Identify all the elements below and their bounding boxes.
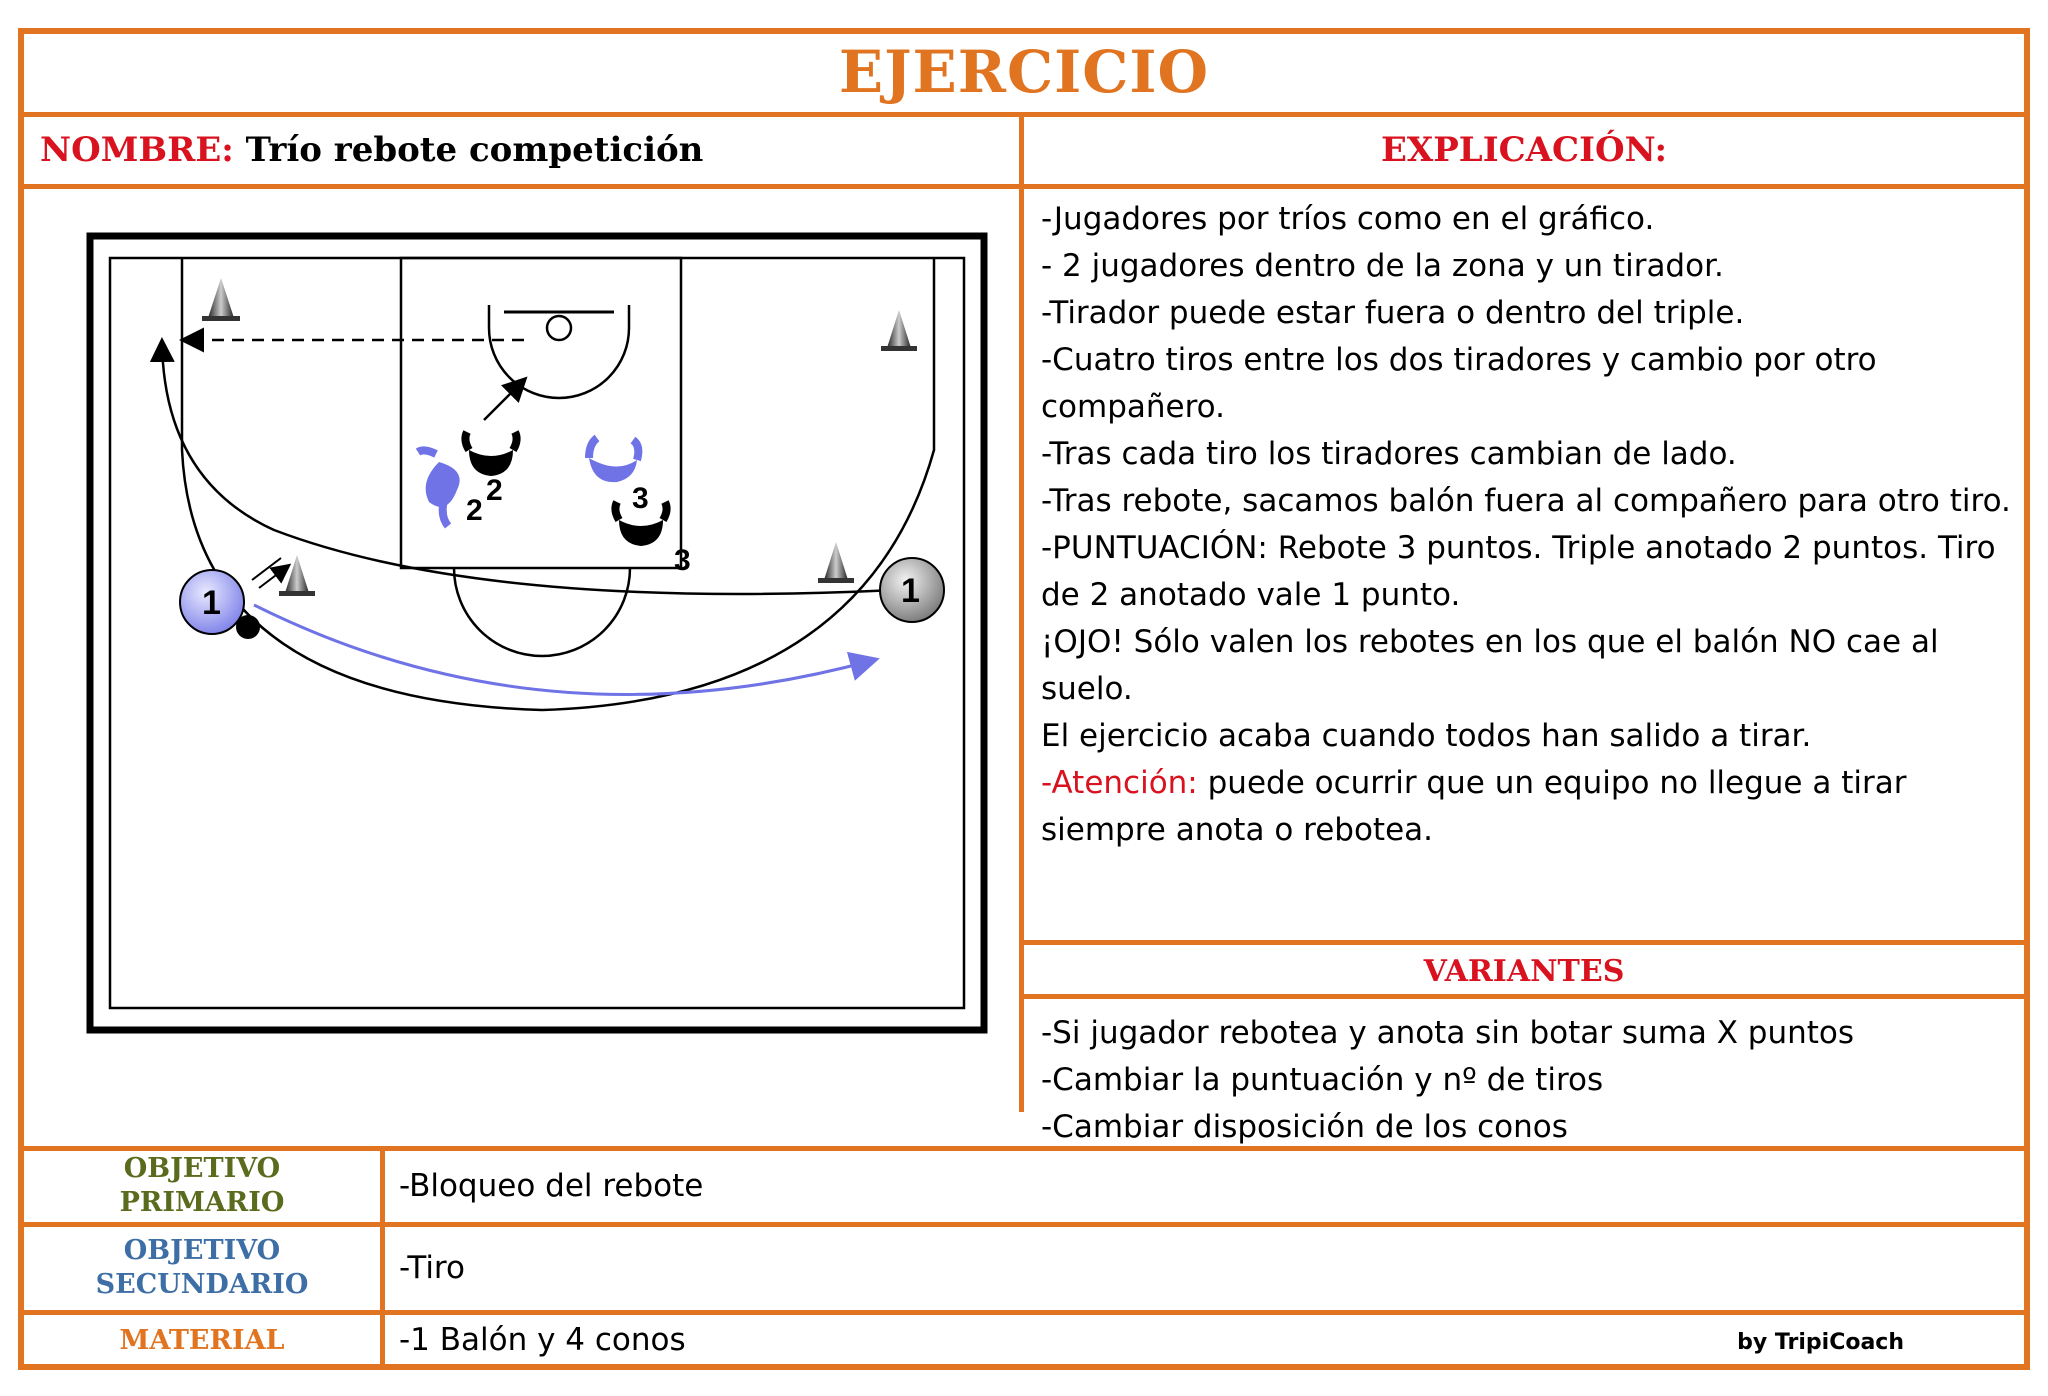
secondary-objective-label-line: SECUNDARIO	[95, 1269, 309, 1300]
variants-list	[1041, 1010, 2021, 1151]
shooter-right-number: 1	[901, 572, 920, 610]
explanation-line: -Tras cada tiro los tiradores cambian de lado.	[1041, 436, 1737, 472]
cone-icon	[818, 542, 854, 583]
card-title: EJERCICIO	[838, 38, 1210, 106]
variant-line: -Si jugador rebotea y anota sin botar suma X puntos	[1041, 1015, 1855, 1051]
divider	[1019, 994, 2024, 999]
black-defender-icon	[465, 432, 516, 476]
divider	[24, 184, 2024, 189]
primary-objective-value: -Bloqueo del rebote	[399, 1168, 704, 1204]
explanation-line: -PUNTUACIÓN: Rebote 3 puntos. Triple anotado 2 puntos. Tiro de 2 anotado vale 1 punto.	[1041, 530, 1996, 613]
explanation-line: - 2 jugadores dentro de la zona y un tirador.	[1041, 248, 1724, 284]
exercise-name	[40, 130, 703, 170]
divider	[24, 1310, 2024, 1315]
divider	[24, 1222, 2024, 1227]
defender-number: 2	[466, 494, 483, 527]
exercise-card	[18, 28, 2030, 1370]
primary-objective-label	[24, 1152, 380, 1220]
court-outer-border	[90, 236, 984, 1030]
hoop	[547, 316, 571, 340]
blue-move-path	[254, 605, 874, 694]
court-diagram	[84, 230, 1014, 1070]
material-label: MATERIAL	[119, 1325, 285, 1356]
explanation-line: -Tras rebote, sacamos balón fuera al compañero para otro tiro.	[1041, 483, 2011, 519]
name-value: Trío rebote competición	[245, 130, 704, 170]
defender-number: 3	[632, 482, 649, 515]
divider	[24, 112, 2024, 117]
defender-number: 2	[486, 474, 503, 507]
handoff-arrow	[259, 566, 288, 588]
explanation-title: EXPLICACIÓN:	[1380, 130, 1668, 170]
explanation-line: El ejercicio acaba cuando todos han salido a tirar.	[1041, 718, 1812, 754]
name-label: NOMBRE:	[40, 130, 234, 170]
variants-title: VARIANTES	[1423, 954, 1625, 989]
free-throw-circle	[454, 568, 630, 656]
cut-path	[162, 342, 896, 594]
attention-text: puede ocurrir que un equipo no llegue a tirar siempre anota o rebotea.	[1041, 765, 1907, 848]
explanation-line: -Jugadores por tríos como en el gráfico.	[1041, 201, 1655, 237]
shot-arrow	[484, 380, 524, 420]
secondary-objective-value: -Tiro	[399, 1250, 465, 1286]
blue-defender-icon	[589, 438, 638, 482]
divider	[1019, 940, 2024, 945]
divider	[380, 1146, 385, 1370]
restricted-arc	[489, 305, 629, 398]
explanation-line: ¡OJO! Sólo valen los rebotes en los que el balón NO cae al suelo.	[1041, 624, 1939, 707]
variant-line: -Cambiar la puntuación y nº de tiros	[1041, 1062, 1604, 1098]
attention-label: -Atención:	[1041, 765, 1198, 801]
material-value: -1 Balón y 4 conos	[399, 1322, 686, 1358]
three-point-line	[182, 258, 934, 710]
explanation-text	[1041, 196, 2021, 854]
secondary-objective-label-line: OBJETIVO	[123, 1235, 281, 1266]
cone-icon	[279, 555, 315, 596]
attention-line	[1041, 760, 2021, 854]
primary-objective-label-line: PRIMARIO	[119, 1187, 285, 1218]
credit: by TripiCoach	[1737, 1330, 1904, 1355]
blue-defender-icon	[418, 450, 460, 526]
variant-line: -Cambiar disposición de los conos	[1041, 1109, 1568, 1145]
primary-objective-label-line: OBJETIVO	[123, 1153, 281, 1184]
shooter-left-number: 1	[202, 584, 221, 622]
cone-icon	[881, 310, 917, 351]
explanation-line: -Cuatro tiros entre los dos tiradores y cambio por otro compañero.	[1041, 342, 1877, 425]
defender-number: 3	[674, 544, 691, 577]
cone-icon	[202, 278, 240, 321]
secondary-objective-label	[24, 1234, 380, 1302]
explanation-line: -Tirador puede estar fuera o dentro del triple.	[1041, 295, 1745, 331]
